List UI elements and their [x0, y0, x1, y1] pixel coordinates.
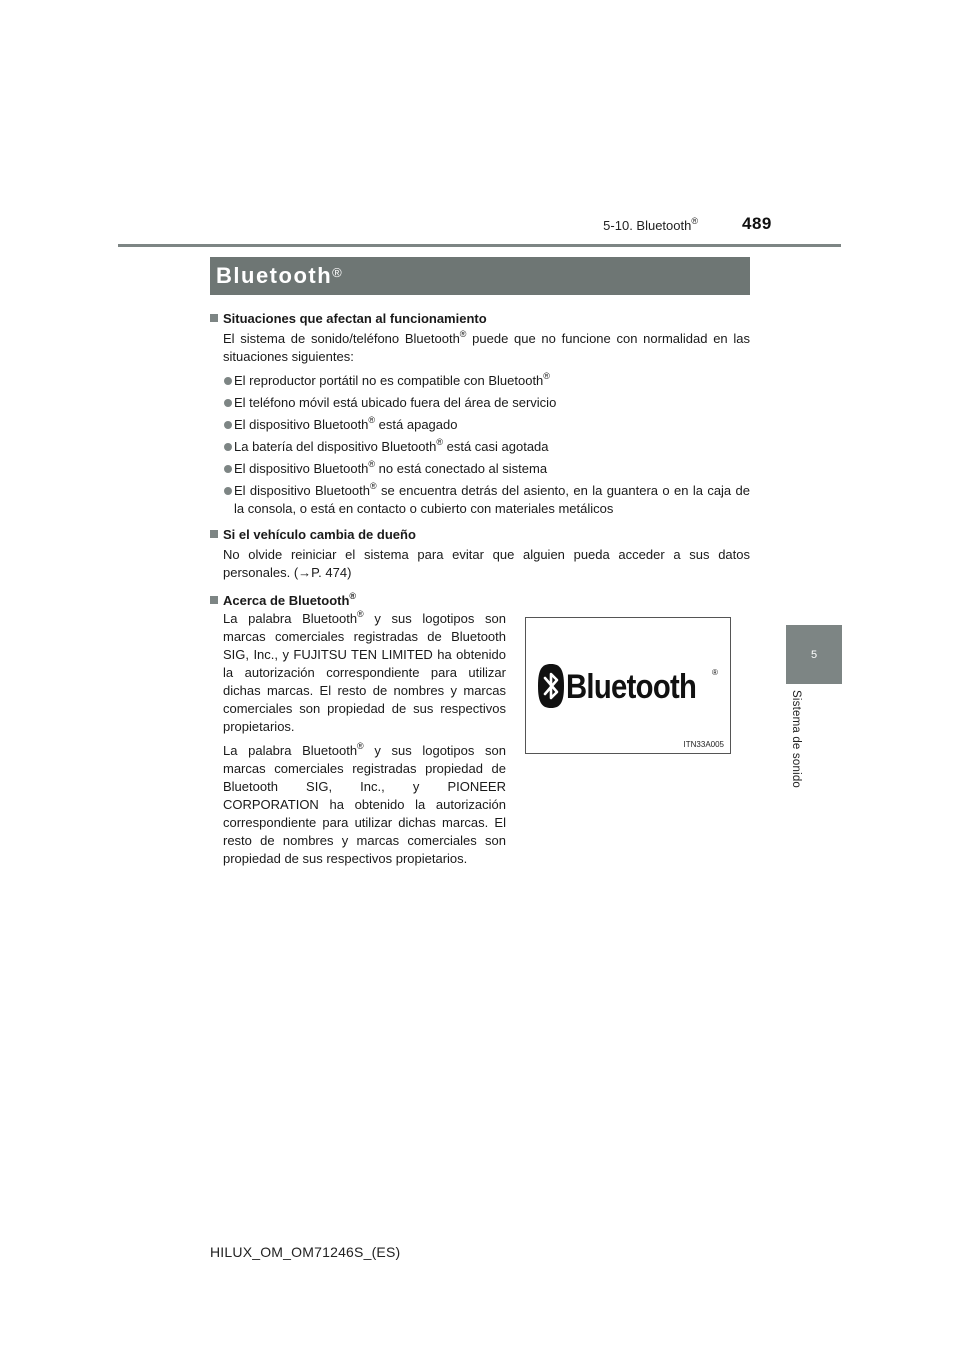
about-paragraph-1 — [223, 610, 506, 736]
bullet-text: está apagado — [375, 417, 458, 432]
arrow-right-icon: → — [298, 565, 312, 580]
round-bullet-icon — [224, 377, 232, 385]
bullet-text: El dispositivo Bluetooth — [234, 461, 369, 476]
figure-code: ITN33A005 — [683, 740, 724, 749]
running-header — [603, 215, 698, 233]
bullet-text: se encuentra detrás del asiento, en la guantera o en la caja de la consola, o está en contacto o cubierto con materiales metálicos — [234, 483, 750, 516]
about-p1-a: La palabra Bluetooth — [223, 611, 358, 626]
reg-mark: ® — [368, 458, 376, 469]
square-bullet-icon — [210, 596, 218, 604]
bullet-text: está casi agotada — [443, 439, 549, 454]
round-bullet-icon — [224, 465, 232, 473]
wordmark-reg-mark: ® — [712, 668, 718, 677]
list-item — [210, 460, 750, 478]
owner-text — [210, 546, 750, 582]
main-content — [210, 310, 750, 612]
reg-mark: ® — [368, 414, 376, 425]
page-number: 489 — [742, 214, 772, 233]
list-item — [210, 416, 750, 434]
list-item — [210, 438, 750, 456]
about-p2-a: La palabra Bluetooth — [223, 743, 358, 758]
round-bullet-icon — [224, 487, 232, 495]
bullet-text: El dispositivo Bluetooth — [234, 483, 370, 498]
bullet-text: no está conectado al sistema — [375, 461, 548, 476]
reg-mark: ® — [357, 608, 364, 619]
header-section-title: 5-10. Bluetooth — [603, 218, 692, 233]
round-bullet-icon — [224, 399, 232, 407]
section-title-bar: Bluetooth ® — [210, 257, 750, 295]
situations-intro — [210, 330, 750, 366]
section-title: Bluetooth — [216, 263, 333, 288]
page-reference-link[interactable]: P. 474) — [311, 565, 352, 580]
chapter-tab: 5 — [786, 625, 842, 684]
square-bullet-icon — [210, 530, 218, 538]
reg-mark: ® — [459, 328, 467, 339]
about-paragraphs — [223, 610, 506, 874]
bullet-text: El teléfono móvil está ubicado fuera del área de servicio — [234, 395, 557, 410]
about-p2-b: y sus logotipos son marcas comerciales registradas propiedad de Bluetooth SIG, Inc., y PIONEER CORPORATION ha obtenido la autorización correspondiente para utilizar dichas marcas. El resto de nombres y marcas comerciales son propiedad de sus respectivos propietarios. — [223, 743, 506, 866]
reg-mark: ® — [349, 590, 357, 601]
list-item — [210, 394, 750, 412]
owner-heading — [210, 526, 750, 544]
situations-heading-text: Situaciones que afectan al funcionamiento — [223, 311, 487, 326]
bluetooth-rune-icon — [538, 664, 564, 708]
situations-heading — [210, 310, 750, 328]
intro-b: puede que no funcione con normalidad en las situaciones siguientes: — [223, 331, 750, 364]
intro-a: El sistema de sonido/teléfono Bluetooth — [223, 331, 460, 346]
bluetooth-logo-figure — [525, 617, 731, 754]
bullet-text: El dispositivo Bluetooth — [234, 417, 369, 432]
about-heading-text: Acerca de Bluetooth — [223, 593, 350, 608]
square-bullet-icon — [210, 314, 218, 322]
header-divider — [118, 244, 841, 247]
bullet-text: La batería del dispositivo Bluetooth — [234, 439, 437, 454]
reg-mark: ® — [436, 436, 443, 447]
round-bullet-icon — [224, 421, 232, 429]
owner-heading-text: Si el vehículo cambia de dueño — [223, 527, 416, 542]
header-reg-mark: ® — [691, 215, 698, 226]
owner-text-a: No olvide reiniciar el sistema para evitar que alguien pueda acceder a sus datos personales. ( — [223, 547, 750, 580]
round-bullet-icon — [224, 443, 232, 451]
about-heading — [210, 592, 750, 610]
reg-mark: ® — [369, 480, 377, 491]
document-footer: HILUX_OM_OM71246S_(ES) — [210, 1244, 401, 1260]
bullet-text: El reproductor portátil no es compatible con Bluetooth — [234, 373, 544, 388]
about-paragraph-2 — [223, 742, 506, 868]
reg-mark: ® — [357, 740, 364, 751]
list-item — [210, 482, 750, 518]
chapter-label: Sistema de sonido — [790, 690, 802, 789]
list-item — [210, 372, 750, 390]
about-p1-b: y sus logotipos son marcas comerciales registradas de Bluetooth SIG, Inc., y FUJITSU TEN LIMITED ha obtenido la autorización correspondiente para utilizar dichas marcas. El resto de nombres y marcas comerciales son propiedad de sus respectivos propietarios. — [223, 611, 506, 734]
bluetooth-wordmark: Bluetooth — [566, 668, 697, 706]
reg-mark: ® — [543, 370, 550, 381]
